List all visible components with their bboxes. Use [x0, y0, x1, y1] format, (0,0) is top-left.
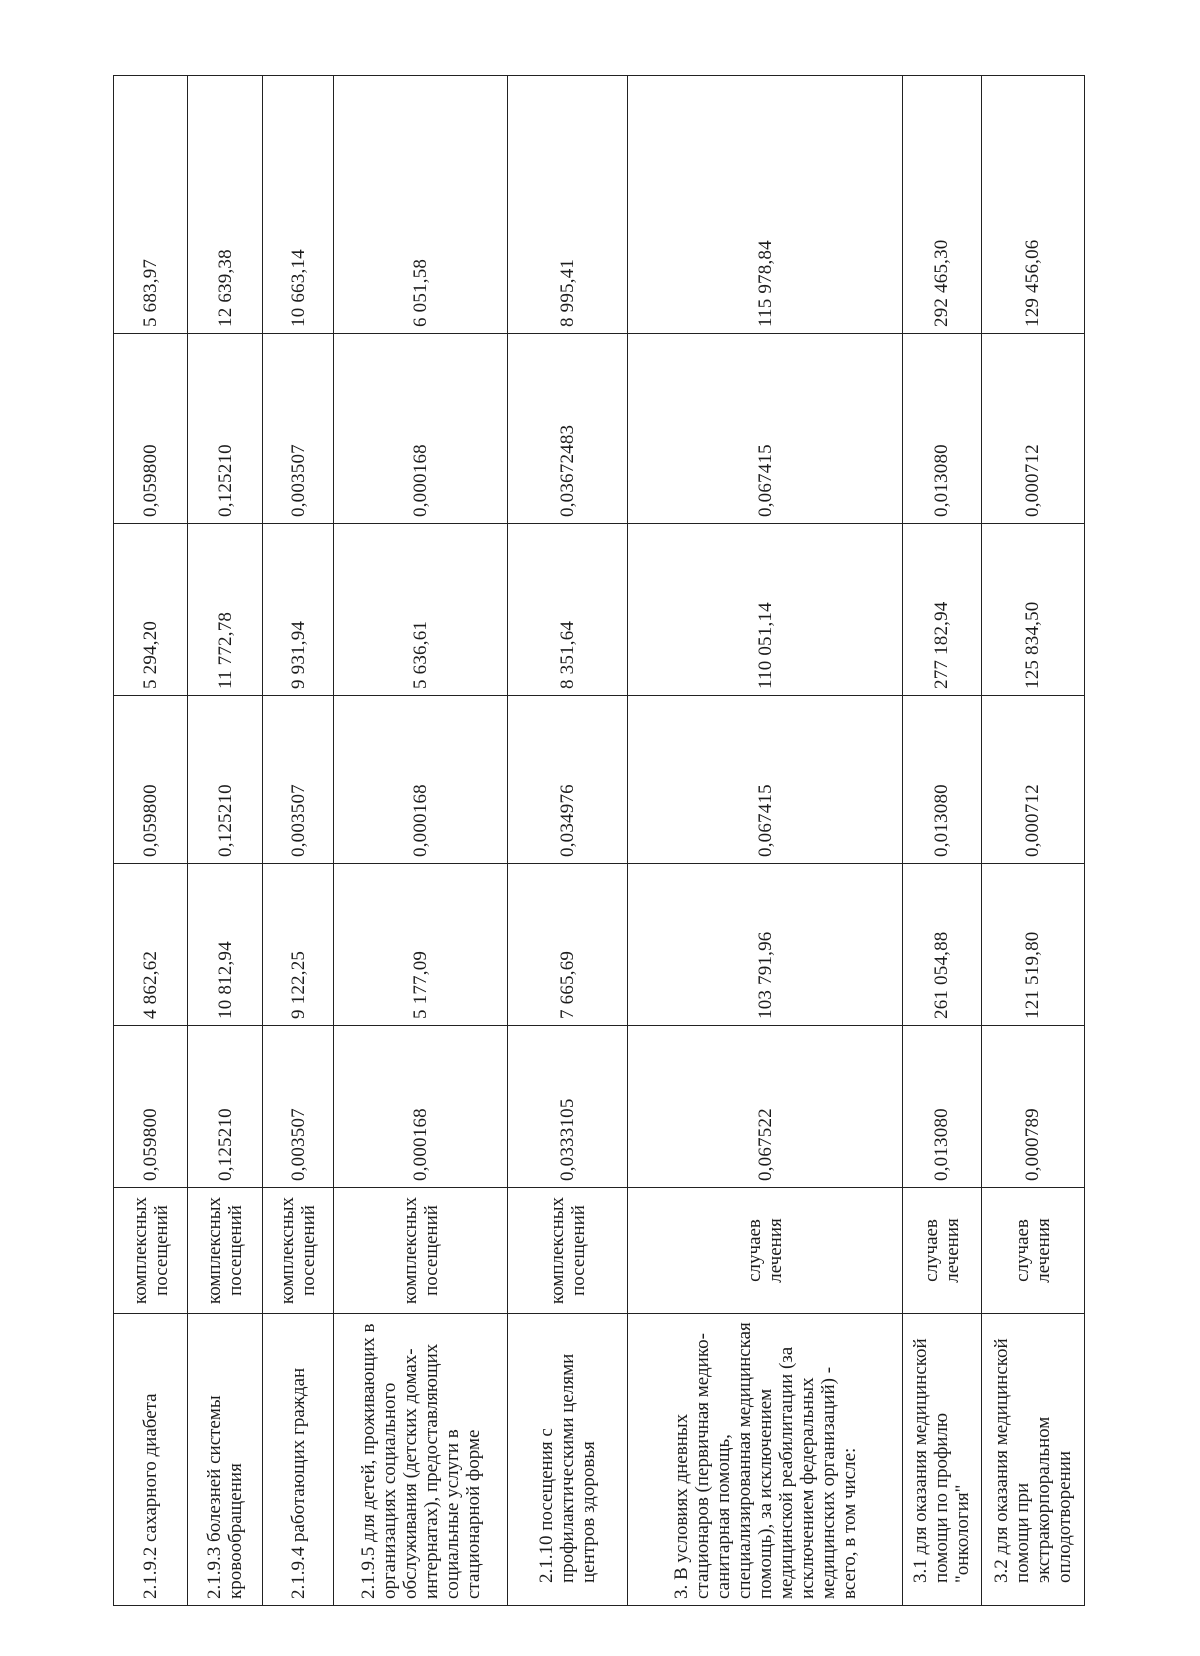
- cell-value: 110 051,14: [628, 524, 903, 696]
- row-unit: комплексных посещений: [263, 1188, 334, 1314]
- cell-value: 0,0333105: [507, 1026, 628, 1188]
- row-unit: комплексных посещений: [114, 1188, 188, 1314]
- table-row: [507, 76, 628, 1606]
- cell-value: 0,067415: [628, 696, 903, 864]
- row-name: 3.1 для оказания медицинской помощи по профилю "онкология": [903, 1314, 982, 1606]
- rotated-page: [113, 76, 1085, 1606]
- cell-value: 5 636,61: [334, 524, 508, 696]
- row-unit: комплексных посещений: [507, 1188, 628, 1314]
- table-row: [114, 76, 188, 1606]
- row-unit: случаев лечения: [628, 1188, 903, 1314]
- cell-value: 0,059800: [114, 1026, 188, 1188]
- cell-value: 0,059800: [114, 334, 188, 524]
- cell-value: 0,03672483: [507, 334, 628, 524]
- cell-value: 9 931,94: [263, 524, 334, 696]
- table-row: [334, 76, 508, 1606]
- row-unit: комплексных посещений: [188, 1188, 263, 1314]
- cell-value: 0,125210: [188, 334, 263, 524]
- cell-value: 8 351,64: [507, 524, 628, 696]
- cell-value: 0,003507: [263, 696, 334, 864]
- cell-value: 103 791,96: [628, 864, 903, 1026]
- row-unit: случаев лечения: [981, 1188, 1084, 1314]
- row-name: 2.1.9.4 работающих граждан: [263, 1314, 334, 1606]
- row-name: 2.1.9.3 болезней системы кровообращения: [188, 1314, 263, 1606]
- row-name: 2.1.10 посещения с профилактическими целями центров здоровья: [507, 1314, 628, 1606]
- cell-value: 0,125210: [188, 696, 263, 864]
- cell-value: 0,067522: [628, 1026, 903, 1188]
- cell-value: 261 054,88: [903, 864, 982, 1026]
- cell-value: 0,000168: [334, 334, 508, 524]
- row-name: 2.1.9.5 для детей, проживающих в организациях социального обслуживания (детских домах-интернатах), предоставляющих социальные услуги в стационарной форме: [334, 1314, 508, 1606]
- cell-value: 6 051,58: [334, 76, 508, 334]
- tariff-table: [113, 75, 1085, 1606]
- cell-value: 0,000789: [981, 1026, 1084, 1188]
- cell-value: 10 663,14: [263, 76, 334, 334]
- cell-value: 0,013080: [903, 696, 982, 864]
- cell-value: 115 978,84: [628, 76, 903, 334]
- cell-value: 0,013080: [903, 334, 982, 524]
- cell-value: 292 465,30: [903, 76, 982, 334]
- row-name: 2.1.9.2 сахарного диабета: [114, 1314, 188, 1606]
- cell-value: 125 834,50: [981, 524, 1084, 696]
- cell-value: 8 995,41: [507, 76, 628, 334]
- cell-value: 0,003507: [263, 334, 334, 524]
- cell-value: 12 639,38: [188, 76, 263, 334]
- table-row: [981, 76, 1084, 1606]
- cell-value: 0,067415: [628, 334, 903, 524]
- cell-value: 0,125210: [188, 1026, 263, 1188]
- table-row: [628, 76, 903, 1606]
- cell-value: 0,000168: [334, 696, 508, 864]
- cell-value: 0,000712: [981, 334, 1084, 524]
- cell-value: 0,034976: [507, 696, 628, 864]
- table-row: [903, 76, 982, 1606]
- table-row: [263, 76, 334, 1606]
- cell-value: 0,000168: [334, 1026, 508, 1188]
- cell-value: 0,003507: [263, 1026, 334, 1188]
- cell-value: 4 862,62: [114, 864, 188, 1026]
- cell-value: 7 665,69: [507, 864, 628, 1026]
- cell-value: 121 519,80: [981, 864, 1084, 1026]
- cell-value: 0,000712: [981, 696, 1084, 864]
- cell-value: 0,013080: [903, 1026, 982, 1188]
- cell-value: 277 182,94: [903, 524, 982, 696]
- cell-value: 129 456,06: [981, 76, 1084, 334]
- cell-value: 5 683,97: [114, 76, 188, 334]
- cell-value: 0,059800: [114, 696, 188, 864]
- row-name: 3.2 для оказания медицинской помощи при экстракорпоральном оплодотворении: [981, 1314, 1084, 1606]
- cell-value: 5 177,09: [334, 864, 508, 1026]
- row-name: 3. В условиях дневных стационаров (первичная медико-санитарная помощь, специализированная медицинская помощь), за исключением медицинской реабилитации (за исключением федеральных медицинских организаций) - всего, в том числе:: [628, 1314, 903, 1606]
- row-unit: комплексных посещений: [334, 1188, 508, 1314]
- cell-value: 9 122,25: [263, 864, 334, 1026]
- row-unit: случаев лечения: [903, 1188, 982, 1314]
- cell-value: 5 294,20: [114, 524, 188, 696]
- cell-value: 10 812,94: [188, 864, 263, 1026]
- table-row: [188, 76, 263, 1606]
- cell-value: 11 772,78: [188, 524, 263, 696]
